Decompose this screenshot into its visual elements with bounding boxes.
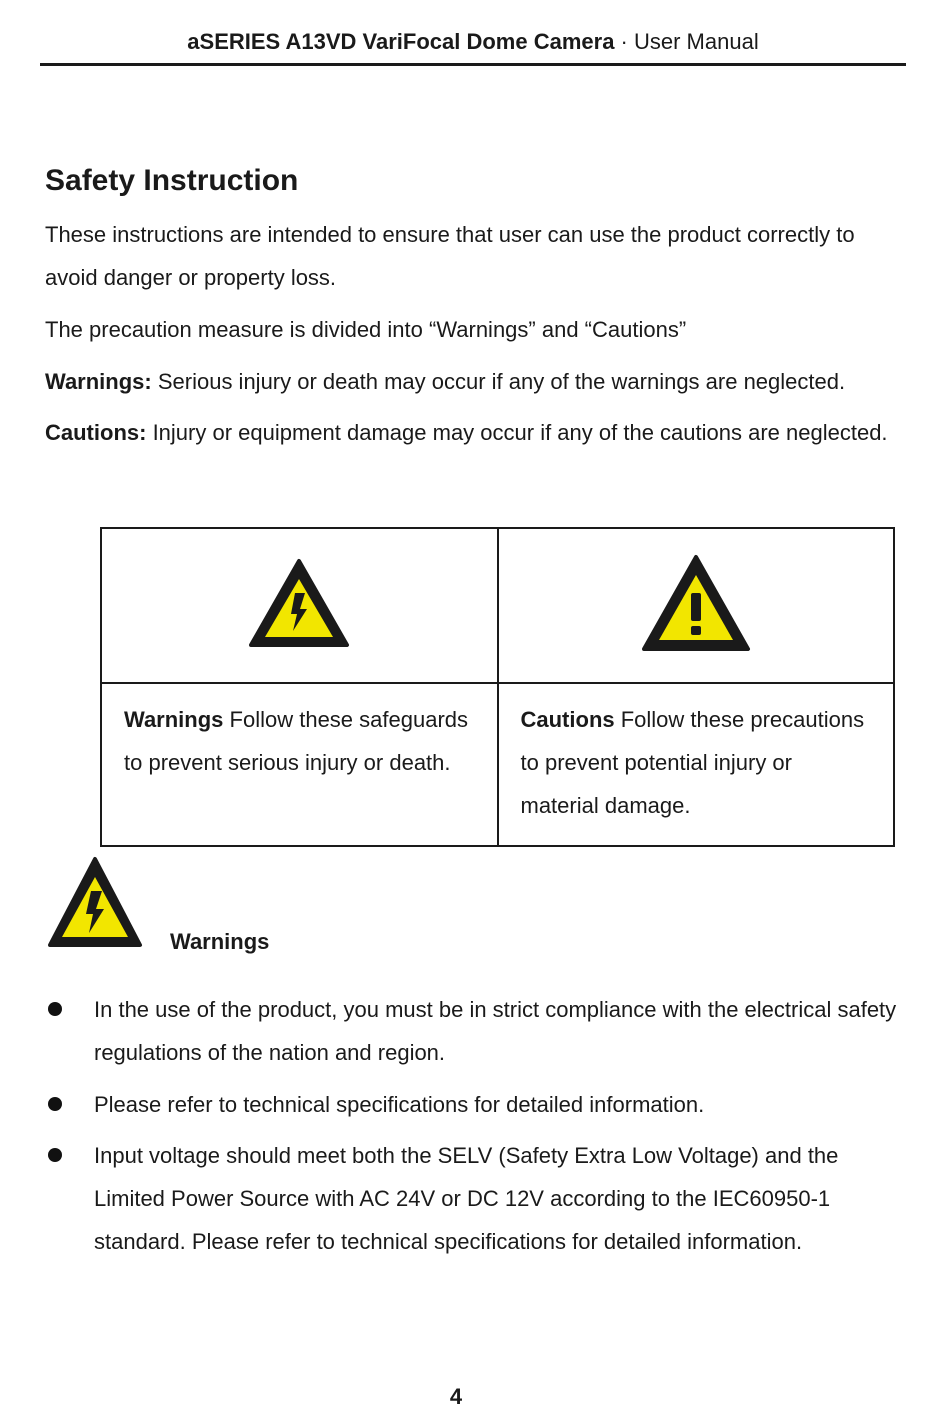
list-item [94,1134,904,1263]
list-item [94,1083,904,1126]
header-product-name: aSERIES A13VD VariFocal Dome Camera [187,29,615,54]
warning-cell-text: Follow these safeguards to prevent serious injury or death. [124,707,468,775]
caution-cell-text: Follow these precautions to prevent potential injury or material damage. [520,707,865,818]
division-paragraph: The precaution measure is divided into “Warnings” and “Cautions” [45,317,687,342]
exclamation-caution-icon [640,553,752,653]
warnings-heading: Warnings [170,929,270,954]
section-title: Safety Instruction [45,164,299,197]
intro-paragraph: These instructions are intended to ensure that user can use the product correctly to avoid danger or property loss. [45,222,855,290]
cautions-definition-text: Injury or equipment damage may occur if any of the cautions are neglected. [146,420,888,445]
header-separator: · [614,29,634,54]
header-rule [40,63,906,66]
warning-description-cell [101,683,498,846]
list-item-text: In the use of the product, you must be in strict compliance with the electrical safety regulations of the nation and region. [94,997,897,1065]
list-item-text: Input voltage should meet both the SELV (Safety Extra Low Voltage) and the Limited Power Source with AC 24V or DC 12V according to the IEC60950-1 standard. Please refer to technical specifications for detailed information. [94,1143,839,1254]
header-doc-type: User Manual [634,29,759,54]
list-item [94,988,904,1074]
caution-symbol-cell [498,528,895,683]
electric-shock-warning-icon [46,855,144,951]
caution-description-cell [498,683,895,846]
warnings-definition-text: Serious injury or death may occur if any of the warnings are neglected. [151,369,846,394]
symbol-table [100,527,895,847]
bullet-icon [48,1002,62,1016]
warnings-definition-label: Warnings: [45,369,152,394]
warning-symbol-cell [101,528,498,683]
caution-cell-label: Cautions [520,707,615,732]
running-header [40,28,906,56]
cautions-definition-label: Cautions: [45,420,147,445]
bullet-icon [48,1097,62,1111]
warnings-definition [45,360,907,403]
warning-cell-label: Warnings [124,707,224,732]
list-item-text: Please refer to technical specifications for detailed information. [94,1092,705,1117]
bullet-icon [48,1148,62,1162]
page-number: 4 [449,1384,463,1409]
electric-shock-warning-icon [247,557,351,649]
cautions-definition [45,411,907,454]
